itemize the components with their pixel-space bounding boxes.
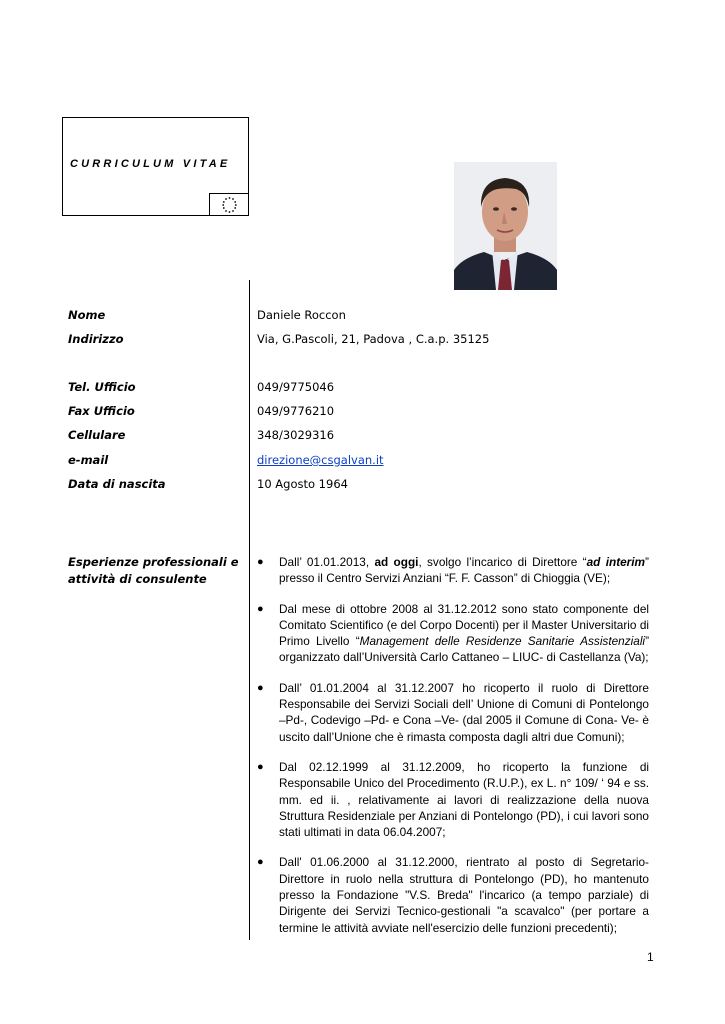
profile-photo xyxy=(454,162,557,290)
nascita-value: 10 Agosto 1964 xyxy=(257,477,348,491)
list-item xyxy=(257,680,649,745)
email-label: e-mail xyxy=(68,453,109,467)
tel-value: 049/9775046 xyxy=(257,380,335,394)
item-italic: Management delle Residenze Sanitarie Assistenziali xyxy=(359,634,646,649)
page-number: 1 xyxy=(647,950,654,964)
bullet-icon: ● xyxy=(257,760,264,773)
list-item xyxy=(257,601,649,666)
list-item xyxy=(257,554,649,587)
item-text: ” presso il Centro Servizi Anziani “F. F. Casson” di Chioggia (VE); xyxy=(279,555,649,586)
item-text: Dall’ 01.01.2004 al 31.12.2007 ho ricoperto il ruolo di Direttore Responsabile dei Servizi Sociali dell’ Unione di Comuni di Pontelongo –Pd-, Codevigo –Pd- e Cona –Ve- (dal 2005 il Comune di Cona- Ve- è uscito dall’Unione che è rimasta composta dagli altri due Comuni); xyxy=(279,680,649,744)
indirizzo-value: Via, G.Pascoli, 21, Padova , C.a.p. 35125 xyxy=(257,332,490,346)
fax-label: Fax Ufficio xyxy=(68,404,135,418)
cell-value: 348/3029316 xyxy=(257,428,335,442)
eu-flag-icon xyxy=(209,193,249,216)
nome-label: Nome xyxy=(68,308,106,322)
cv-header-box xyxy=(62,117,249,216)
item-text: Dal mese di ottobre 2008 al 31.12.2012 sono stato componente del Comitato Scientifico (e del Corpo Docenti) per il Master Universitario di Primo Livello “ xyxy=(279,601,649,649)
item-text: Dall' 01.06.2000 al 31.12.2000, rientrato al posto di Segretario-Direttore in ruolo nella struttura di Pontelongo (PD), ho mantenuto presso la Fondazione "V.S. Breda" l'incarico (a tempo parziale) di Dirigente dei Servizi Tecnico-gestionali "a scavalco" (per portare a termine le attività avviate nell'esercizio delle funzioni precedenti); xyxy=(279,855,649,935)
item-text: , svolgo l’incarico di Direttore “ xyxy=(418,555,587,569)
fax-value: 049/9776210 xyxy=(257,404,335,418)
item-text: ” organizzato dall’Università Carlo Cattaneo – LIUC- di Castellanza (Va); xyxy=(279,634,649,665)
bullet-icon: ● xyxy=(257,602,264,615)
bullet-icon: ● xyxy=(257,681,264,694)
cell-label: Cellulare xyxy=(68,428,126,442)
nome-value: Daniele Roccon xyxy=(257,308,346,322)
item-text: Dal 02.12.1999 al 31.12.2009, ho ricoperto la funzione di Responsabile Unico del Procedimento (R.U.P.), ex L. n° 109/ ‘ 94 e ss. mm. ed ii. , relativamente ai lavori di realizzazione della nuova Struttura Residenziale per Anziani di Pontelongo (PD), i cui lavori sono stati ultimati in data 06.04.2007; xyxy=(279,759,649,840)
email-value xyxy=(257,452,384,469)
list-item xyxy=(257,854,649,935)
email-link[interactable]: direzione@csgalvan.it xyxy=(257,453,384,467)
cv-title: CURRICULUM VITAE xyxy=(70,158,231,170)
experience-list xyxy=(257,554,649,950)
item-bold: ad oggi xyxy=(374,555,419,569)
bullet-icon: ● xyxy=(257,856,264,869)
indirizzo-label: Indirizzo xyxy=(68,332,124,346)
list-item xyxy=(257,759,649,840)
column-divider xyxy=(249,280,250,940)
bullet-icon: ● xyxy=(257,556,264,568)
item-bold-italic: ad interim xyxy=(586,555,646,569)
experience-label: Esperienze professionali e attività di consulente xyxy=(68,555,239,586)
item-text: Dall’ 01.01.2013, xyxy=(279,555,375,569)
tel-label: Tel. Ufficio xyxy=(68,380,136,394)
nascita-label: Data di nascita xyxy=(68,477,166,491)
